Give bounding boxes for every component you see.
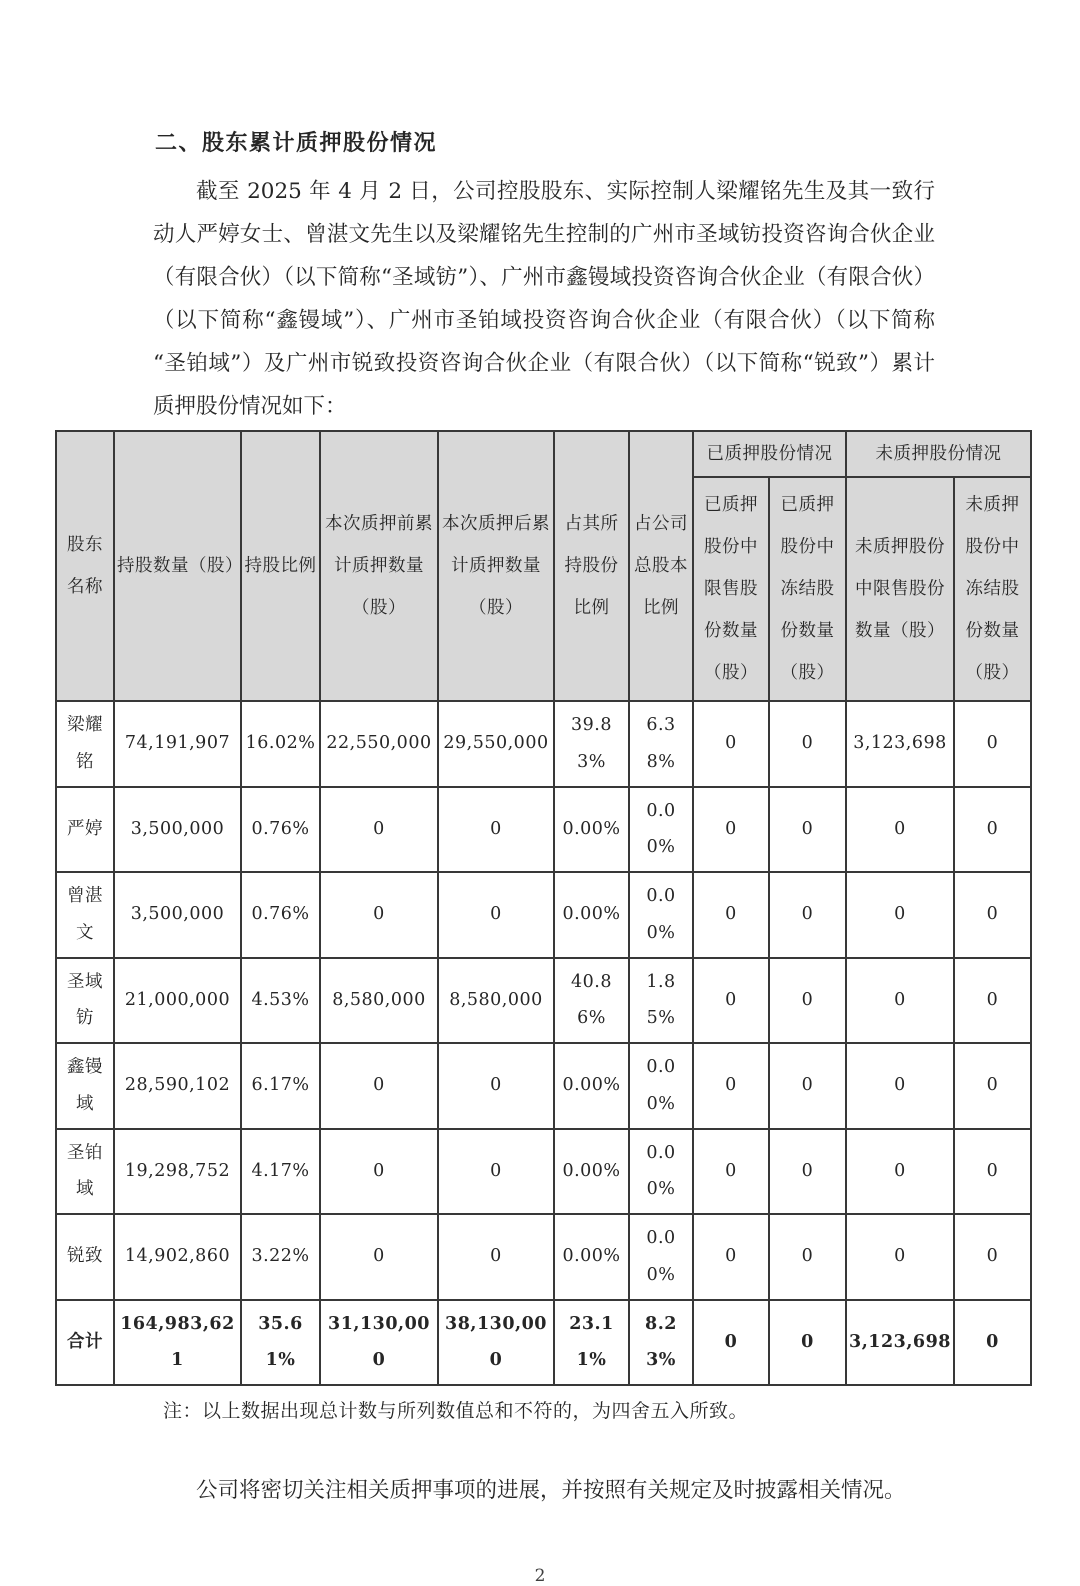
shareholder-name-cell: 合计 [56,1300,114,1386]
table-cell: 4.53% [241,958,320,1044]
table-cell: 23.11% [554,1300,629,1386]
table-cell: 3,123,698 [846,1300,954,1386]
table-cell: 0.00% [554,1043,629,1129]
table-cell: 0 [954,1129,1031,1215]
table-cell: 21,000,000 [114,958,241,1044]
table-cell: 29,550,000 [438,701,554,787]
table-cell: 3,123,698 [846,701,954,787]
header-cell-ratio-of-holdings: 占其所持股份比例 [554,431,629,701]
table-cell: 0 [954,1300,1031,1386]
table-cell: 3.22% [241,1214,320,1300]
table-cell: 35.61% [241,1300,320,1386]
table-cell: 0 [438,1129,554,1215]
table-cell: 74,191,907 [114,701,241,787]
table-cell: 4.17% [241,1129,320,1215]
header-cell-holding-ratio: 持股比例 [241,431,320,701]
shareholder-name-cell: 曾湛文 [56,872,114,958]
table-cell: 38,130,000 [438,1300,554,1386]
table-cell: 0 [954,958,1031,1044]
table-cell: 0 [438,787,554,873]
table-cell: 0 [769,1129,846,1215]
header-group-unpledged: 未质押股份情况 [846,431,1031,477]
table-cell: 0 [320,1043,438,1129]
table-cell: 0.00% [629,787,693,873]
table-cell: 6.17% [241,1043,320,1129]
table-row [56,787,1031,873]
table-cell: 0 [320,1214,438,1300]
shareholder-name-cell: 圣域钫 [56,958,114,1044]
table-cell: 31,130,000 [320,1300,438,1386]
table-cell: 0 [954,787,1031,873]
table-cell: 8,580,000 [320,958,438,1044]
table-cell: 0 [769,958,846,1044]
table-cell: 0 [769,872,846,958]
shareholder-name-cell: 梁耀铭 [56,701,114,787]
table-cell: 0.00% [629,1043,693,1129]
table-cell: 0 [769,1214,846,1300]
table-cell: 0 [846,1129,954,1215]
table-row [56,872,1031,958]
header-cell-pledged-after: 本次质押后累计质押数量（股） [438,431,554,701]
table-cell: 0 [693,1300,769,1386]
table-cell: 19,298,752 [114,1129,241,1215]
header-cell-pledged-before: 本次质押前累计质押数量（股） [320,431,438,701]
table-cell: 1.85% [629,958,693,1044]
table-cell: 0 [693,1043,769,1129]
table-cell: 0 [769,1300,846,1386]
table-cell: 0 [846,1214,954,1300]
table-total-row [56,1300,1031,1386]
table-cell: 0 [769,701,846,787]
table-row [56,1129,1031,1215]
table-row [56,958,1031,1044]
table-header [56,431,1031,701]
shareholder-name-cell: 锐致 [56,1214,114,1300]
pledge-table [55,430,1032,1386]
table-cell: 0.76% [241,872,320,958]
table-cell: 0 [320,787,438,873]
table-cell: 0 [693,787,769,873]
header-cell-pledged-restricted: 已质押股份中限售股份数量（股） [693,477,769,701]
table-cell: 0 [769,787,846,873]
table-cell: 0 [954,1043,1031,1129]
table-cell: 0 [320,872,438,958]
header-cell-shares-held: 持股数量（股） [114,431,241,701]
table-cell: 0 [769,1043,846,1129]
table-cell: 0.00% [554,787,629,873]
table-cell: 40.86% [554,958,629,1044]
table-cell: 3,500,000 [114,872,241,958]
table-cell: 0 [846,958,954,1044]
table-cell: 0.00% [629,1214,693,1300]
table-cell: 16.02% [241,701,320,787]
intro-paragraph: 截至 2025 年 4 月 2 日，公司控股股东、实际控制人梁耀铭先生及其一致行动人严婷女士、曾湛文先生以及梁耀铭先生控制的广州市圣域钫投资咨询合伙企业（有限合伙）（以下简称“圣域钫”）、广州市鑫镘域投资咨询合伙企业（有限合伙）（以下简称“鑫镘域”）、广州市圣铂域投资咨询合伙企业（有限合伙）（以下简称“圣铂域”）及广州市锐致投资咨询合伙企业（有限合伙）（以下简称“锐致”）累计质押股份情况如下： [153,179,935,419]
table-cell: 3,500,000 [114,787,241,873]
table-cell: 8,580,000 [438,958,554,1044]
table-cell: 28,590,102 [114,1043,241,1129]
table-cell: 0 [438,1043,554,1129]
table-cell: 0 [693,1129,769,1215]
page-number: 2 [534,1566,546,1586]
table-cell: 0 [320,1129,438,1215]
table-cell: 0 [846,1043,954,1129]
table-cell: 0.00% [554,1129,629,1215]
table-cell: 22,550,000 [320,701,438,787]
table-row [56,701,1031,787]
header-cell-unpledged-restricted: 未质押股份中限售股份数量（股） [846,477,954,701]
section-heading: 二、股东累计质押股份情况 [155,130,438,156]
table-cell: 0.00% [554,1214,629,1300]
header-cell-pledged-frozen: 已质押股份中冻结股份数量（股） [769,477,846,701]
table-row [56,1214,1031,1300]
table-cell: 0 [693,1214,769,1300]
table-cell: 0 [954,1214,1031,1300]
table-cell: 0.00% [629,872,693,958]
table-body [56,701,1031,1385]
shareholder-name-cell: 严婷 [56,787,114,873]
table-cell: 0 [693,701,769,787]
table-cell: 0.76% [241,787,320,873]
table-cell: 14,902,860 [114,1214,241,1300]
table-cell: 0 [438,872,554,958]
table-header-group-row [56,431,1031,477]
header-group-pledged: 已质押股份情况 [693,431,846,477]
table-cell: 0 [954,872,1031,958]
table-cell: 0 [954,701,1031,787]
table-cell: 0 [693,872,769,958]
table-cell: 39.83% [554,701,629,787]
table-cell: 6.38% [629,701,693,787]
shareholder-name-cell: 圣铂域 [56,1129,114,1215]
table-cell: 0.00% [629,1129,693,1215]
table-row [56,1043,1031,1129]
closing-paragraph: 公司将密切关注相关质押事项的进展，并按照有关规定及时披露相关情况。 [196,1478,906,1503]
table-cell: 0 [846,787,954,873]
header-cell-shareholder: 股东名称 [56,431,114,701]
table-cell: 0 [846,872,954,958]
header-cell-unpledged-frozen: 未质押股份中冻结股份数量（股） [954,477,1031,701]
table-note: 注：以上数据出现总计数与所列数值总和不符的，为四舍五入所致。 [163,1400,749,1422]
table-cell: 8.23% [629,1300,693,1386]
shareholder-name-cell: 鑫镘域 [56,1043,114,1129]
table-cell: 0 [438,1214,554,1300]
header-cell-ratio-of-total-capital: 占公司总股本比例 [629,431,693,701]
table-cell: 0.00% [554,872,629,958]
table-cell: 164,983,621 [114,1300,241,1386]
table-cell: 0 [693,958,769,1044]
